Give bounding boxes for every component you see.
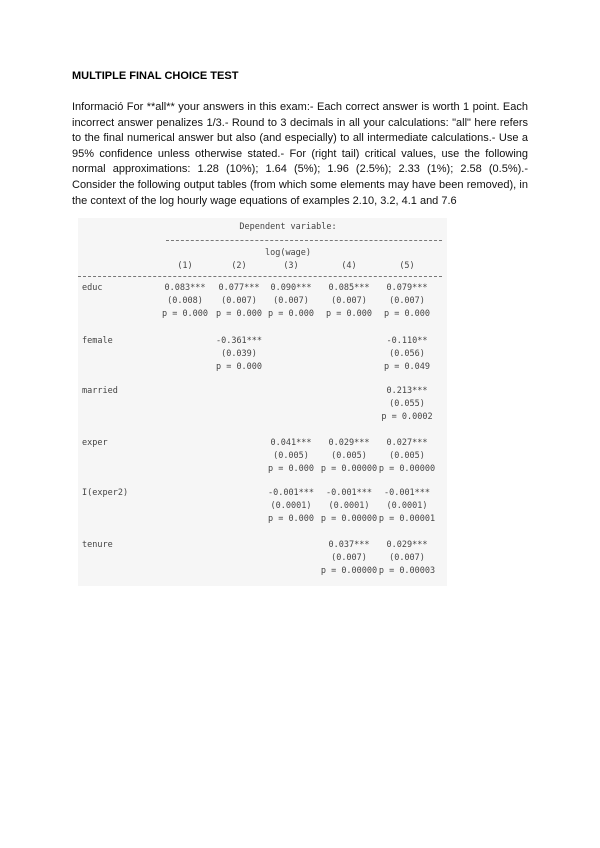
std-error-cell: (0.056) bbox=[389, 349, 425, 359]
std-error-cell: (0.008) bbox=[167, 296, 203, 306]
page-title: MULTIPLE FINAL CHOICE TEST bbox=[72, 70, 239, 82]
std-error-cell: (0.005) bbox=[389, 451, 425, 461]
p-value-cell: p = 0.0002 bbox=[381, 412, 433, 422]
coefficient-cell: 0.029*** bbox=[386, 540, 428, 550]
p-value-cell: p = 0.000 bbox=[267, 464, 315, 474]
p-value-cell: p = 0.000 bbox=[267, 514, 315, 524]
p-value-cell: p = 0.00000 bbox=[378, 464, 436, 474]
coefficient-cell: -0.001*** bbox=[325, 488, 373, 498]
column-header: (2) bbox=[231, 261, 247, 271]
p-value-cell: p = 0.00001 bbox=[378, 514, 436, 524]
coefficient-cell: 0.077*** bbox=[218, 283, 260, 293]
row-label: exper bbox=[82, 438, 108, 448]
coefficient-cell: 0.085*** bbox=[328, 283, 370, 293]
row-label: married bbox=[82, 386, 118, 396]
std-error-cell: (0.007) bbox=[331, 296, 367, 306]
dependent-variable-header: Dependent variable: bbox=[239, 222, 337, 232]
coefficient-cell: -0.001*** bbox=[383, 488, 431, 498]
std-error-cell: (0.007) bbox=[273, 296, 309, 306]
coefficient-cell: 0.213*** bbox=[386, 386, 428, 396]
std-error-cell: (0.0001) bbox=[328, 501, 370, 511]
column-rule bbox=[78, 276, 442, 277]
std-error-cell: (0.007) bbox=[389, 553, 425, 563]
coefficient-cell: -0.361*** bbox=[215, 336, 263, 346]
p-value-cell: p = 0.049 bbox=[383, 362, 431, 372]
row-label: I(exper2) bbox=[82, 488, 129, 498]
p-value-cell: p = 0.000 bbox=[215, 362, 263, 372]
std-error-cell: (0.005) bbox=[273, 451, 309, 461]
p-value-cell: p = 0.000 bbox=[215, 309, 263, 319]
header-rule bbox=[166, 240, 442, 241]
column-header: (5) bbox=[399, 261, 415, 271]
std-error-cell: (0.055) bbox=[389, 399, 425, 409]
coefficient-cell: 0.090*** bbox=[270, 283, 312, 293]
std-error-cell: (0.007) bbox=[331, 553, 367, 563]
coefficient-cell: 0.027*** bbox=[386, 438, 428, 448]
column-header: (4) bbox=[341, 261, 357, 271]
instructions-paragraph: Informació For **all** your answers in this exam:- Each correct answer is worth 1 point. Each incorrect answer penalizes 1/3.- Round to 3 decimals in all your calculations: "all" here refers to the final numerical answer but also (and especially) to all intermediate calculations.- Use a 95% confidence unless otherwise stated.- For (right tail) critical values, use the following normal approximations: 1.28 (10%); 1.64 (5%); 1.96 (2.5%); 2.33 (1%); 2.58 (0.5%).- Consider the following output tables (from which some elements may have been removed), in the context of the log hourly wage equations of examples 2.10, 3.2, 4.1 and 7.6 bbox=[72, 101, 528, 207]
p-value-cell: p = 0.000 bbox=[161, 309, 209, 319]
row-label: female bbox=[82, 336, 113, 346]
p-value-cell: p = 0.000 bbox=[267, 309, 315, 319]
p-value-cell: p = 0.000 bbox=[383, 309, 431, 319]
row-label: tenure bbox=[82, 540, 113, 550]
std-error-cell: (0.007) bbox=[389, 296, 425, 306]
std-error-cell: (0.005) bbox=[331, 451, 367, 461]
coefficient-cell: 0.079*** bbox=[386, 283, 428, 293]
p-value-cell: p = 0.00000 bbox=[320, 514, 378, 524]
coefficient-cell: -0.110** bbox=[386, 336, 428, 346]
regression-output-table bbox=[78, 218, 447, 586]
p-value-cell: p = 0.00000 bbox=[320, 464, 378, 474]
column-header: (3) bbox=[283, 261, 299, 271]
coefficient-cell: 0.083*** bbox=[164, 283, 206, 293]
std-error-cell: (0.0001) bbox=[386, 501, 428, 511]
coefficient-cell: 0.037*** bbox=[328, 540, 370, 550]
p-value-cell: p = 0.000 bbox=[325, 309, 373, 319]
std-error-cell: (0.007) bbox=[221, 296, 257, 306]
depvar-label: log(wage) bbox=[264, 248, 312, 258]
p-value-cell: p = 0.00003 bbox=[378, 566, 436, 576]
std-error-cell: (0.0001) bbox=[270, 501, 312, 511]
row-label: educ bbox=[82, 283, 103, 293]
column-header: (1) bbox=[177, 261, 193, 271]
p-value-cell: p = 0.00000 bbox=[320, 566, 378, 576]
coefficient-cell: 0.029*** bbox=[328, 438, 370, 448]
coefficient-cell: -0.001*** bbox=[267, 488, 315, 498]
coefficient-cell: 0.041*** bbox=[270, 438, 312, 448]
std-error-cell: (0.039) bbox=[221, 349, 257, 359]
